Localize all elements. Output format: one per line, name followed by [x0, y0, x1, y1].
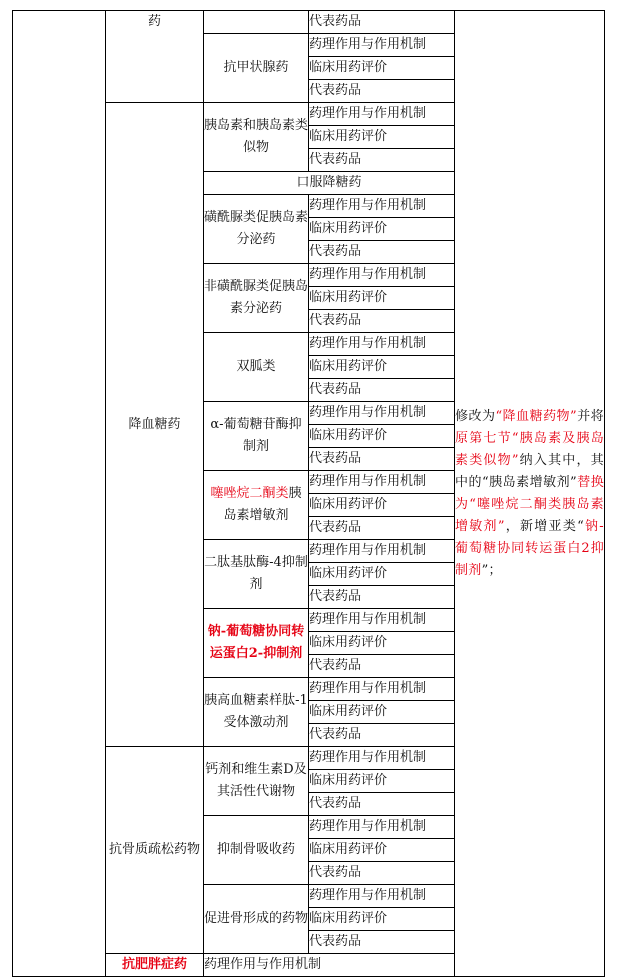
- leaf-mechanism: 药理作用与作用机制: [309, 540, 455, 563]
- subcategory-dpp4: 二肽基肽酶-4抑制剂: [204, 540, 309, 609]
- category-cell-top: [106, 11, 204, 103]
- leaf-clinical: 临床用药评价: [309, 701, 455, 724]
- subcategory-glp1: 胰高血糖素样肽-1受体激动剂: [204, 678, 309, 747]
- note-text: ”；: [481, 562, 502, 578]
- note-red: “噻唑烷二酮类胰岛素增敏剂”: [455, 496, 604, 534]
- leaf-mechanism: 药理作用与作用机制: [309, 471, 455, 494]
- leaf-clinical: 临床用药评价: [309, 494, 455, 517]
- leaf-representative: 代表药品: [309, 80, 455, 103]
- category-hypoglycemic: 降血糖药: [106, 103, 204, 747]
- leaf-clinical: 临床用药评价: [309, 908, 455, 931]
- oral-hypoglycemic-header: 口服降糖药: [204, 172, 455, 195]
- change-note: [455, 11, 605, 977]
- leaf-clinical: 临床用药评价: [309, 218, 455, 241]
- leaf-representative: 代表药品: [309, 11, 455, 34]
- subcategory-insulin: 胰岛素和胰岛素类似物: [204, 103, 309, 172]
- blank-first-column: [13, 11, 106, 977]
- leaf-clinical: 临床用药评价: [309, 356, 455, 379]
- leaf-mechanism: 药理作用与作用机制: [309, 333, 455, 356]
- leaf-representative: 代表药品: [309, 448, 455, 471]
- leaf-representative: 代表药品: [309, 655, 455, 678]
- category-anti-obesity: 抗肥胖症药: [106, 954, 204, 977]
- leaf-clinical: 临床用药评价: [309, 425, 455, 448]
- leaf-mechanism: 药理作用与作用机制: [309, 678, 455, 701]
- leaf-mechanism: 药理作用与作用机制: [309, 264, 455, 287]
- leaf-representative: 代表药品: [309, 586, 455, 609]
- regulation-change-table: [12, 10, 605, 977]
- leaf-mechanism: 药理作用与作用机制: [309, 609, 455, 632]
- note-text: 并将: [577, 408, 604, 424]
- subcategory-alpha-glucosidase: α-葡萄糖苷酶抑制剂: [204, 402, 309, 471]
- category-osteoporosis: 抗骨质疏松药物: [106, 747, 204, 954]
- leaf-representative: 代表药品: [309, 862, 455, 885]
- leaf-mechanism: 药理作用与作用机制: [309, 195, 455, 218]
- leaf-mechanism: 药理作用与作用机制: [309, 402, 455, 425]
- category-fragment: 药: [147, 14, 161, 29]
- leaf-mechanism: 药理作用与作用机制: [309, 103, 455, 126]
- leaf-clinical: 临床用药评价: [309, 287, 455, 310]
- note-text: ，新增亚类“: [504, 518, 585, 534]
- leaf-mechanism: 药理作用与作用机制: [204, 954, 455, 977]
- leaf-clinical: 临床用药评价: [309, 126, 455, 149]
- subcategory-bone-resorption: 抑制骨吸收药: [204, 816, 309, 885]
- leaf-representative: 代表药品: [309, 724, 455, 747]
- subcategory-empty: [204, 11, 309, 34]
- tzd-rest-text: 胰岛素增敏剂: [223, 486, 302, 523]
- leaf-mechanism: 药理作用与作用机制: [309, 816, 455, 839]
- subcategory-sulfonylurea: 磺酰脲类促胰岛素分泌药: [204, 195, 309, 264]
- leaf-representative: 代表药品: [309, 310, 455, 333]
- subcategory-thiazolidinedione: [204, 471, 309, 540]
- leaf-clinical: 临床用药评价: [309, 563, 455, 586]
- subcategory-calcium: 钙剂和维生素D及其活性代谢物: [204, 747, 309, 816]
- leaf-mechanism: 药理作用与作用机制: [309, 885, 455, 908]
- subcategory-thyroid: 抗甲状腺药: [204, 34, 309, 103]
- subcategory-sglt2: 钠-葡萄糖协同转运蛋白2-抑制剂: [204, 609, 309, 678]
- leaf-mechanism: 药理作用与作用机制: [309, 34, 455, 57]
- note-text: 纳入其中，其中的“胰岛素增敏剂”: [455, 452, 604, 490]
- leaf-mechanism: 药理作用与作用机制: [309, 747, 455, 770]
- leaf-representative: 代表药品: [309, 149, 455, 172]
- subcategory-non-sulfonylurea: 非磺酰脲类促胰岛素分泌药: [204, 264, 309, 333]
- subcategory-biguanide: 双胍类: [204, 333, 309, 402]
- note-red: 钠-葡萄糖协同转运蛋白2抑制剂: [455, 518, 604, 578]
- leaf-representative: 代表药品: [309, 793, 455, 816]
- note-red: 原第七节“胰岛素及胰岛素类似物”: [455, 430, 604, 468]
- leaf-representative: 代表药品: [309, 517, 455, 540]
- note-red: “降血糖药物”: [495, 408, 577, 424]
- leaf-clinical: 临床用药评价: [309, 770, 455, 793]
- leaf-clinical: 临床用药评价: [309, 632, 455, 655]
- tzd-red-text: 噻唑烷二酮类: [210, 486, 289, 501]
- note-text: 修改为: [455, 408, 496, 424]
- note-red: 替换为: [455, 474, 604, 512]
- leaf-clinical: 临床用药评价: [309, 839, 455, 862]
- subcategory-bone-formation: 促进骨形成的药物: [204, 885, 309, 954]
- leaf-representative: 代表药品: [309, 241, 455, 264]
- leaf-clinical: 临床用药评价: [309, 57, 455, 80]
- leaf-representative: 代表药品: [309, 931, 455, 954]
- leaf-representative: 代表药品: [309, 379, 455, 402]
